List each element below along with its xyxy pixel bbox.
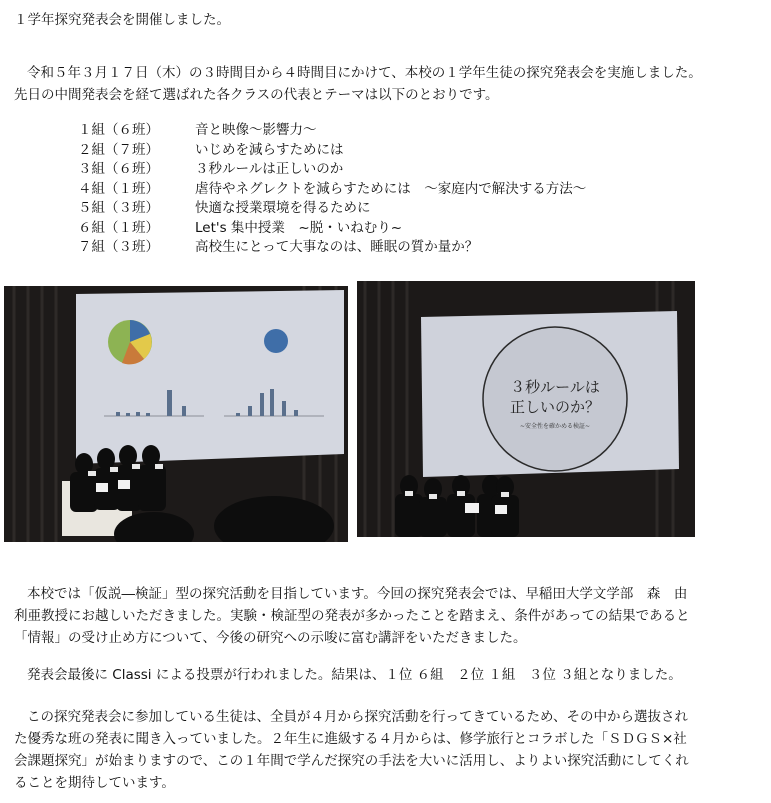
closing-line-2: た優秀な班の発表に聞き入っていました。２年生に進級する４月からは、修学旅行とコラボした「ＳＤＧＳ×社 (14, 731, 687, 747)
lecture-paragraph (14, 583, 766, 649)
pie-chart-right (264, 329, 288, 353)
class-label: １組（６班） (78, 122, 159, 138)
photo-presentation-charts (4, 286, 348, 542)
vote-paragraph (14, 664, 766, 686)
theme-text: いじめを減らすためには (195, 141, 344, 158)
class-label: ５組（３班） (78, 200, 159, 216)
intro-line-2: 先日の中間発表会を経て選ばれた各クラスの代表とテーマは以下のとおりです。 (14, 87, 499, 103)
theme-text: ３秒ルールは正しいのか (195, 161, 344, 177)
class-label: ３組（６班） (78, 161, 159, 177)
vote-line: 発表会最後に Classi による投票が行われました。結果は、１位 ６組 ２位 １組 ３位 ３組となりました。 (27, 667, 682, 683)
intro-line-1: 令和５年３月１７日（木）の３時間目から４時間目にかけて、本校の１学年生徒の探究発表会を実施しました。 (27, 65, 702, 81)
lecture-line-1: 本校では「仮説―検証」型の探究活動を目指しています。今回の探究発表会では、早稲田大学文学部 森 由 (27, 586, 688, 602)
class-label: ６組（１班） (78, 219, 159, 236)
closing-line-3: 会課題探究」が始まりますので、この１年間で学んだ探究の手法を大いに活用し、よりよい探究活動にしてくれ (14, 753, 689, 769)
lecture-line-3: 「情報」の受け止め方について、今後の研究への示唆に富む講評をいただきました。 (14, 630, 527, 646)
theme-text: 高校生にとって大事なのは、睡眠の質か量か？ (195, 239, 479, 255)
lecture-line-2: 利亜教授にお越しいただきました。実験・検証型の発表が多かったことを踏まえ、条件があっての結果であると (14, 608, 690, 624)
title-slide-photo-illustration (357, 281, 695, 537)
slide-title-line-2: 正しいのか？ (509, 398, 601, 416)
presentation-photo-illustration (4, 286, 348, 542)
closing-line-4: ることを期待しています。 (14, 775, 175, 791)
class-label: ４組（１班） (78, 180, 159, 197)
article-heading: １学年探究発表会を開催しました。 (14, 12, 230, 28)
theme-text: Let's 集中授業 ~脱・いねむり~ (195, 219, 403, 236)
slide-subtitle: ~安全性を確かめる検証~ (519, 423, 591, 430)
theme-text: 音と映像～影響力～ (195, 122, 317, 138)
class-label: ７組（３班） (78, 239, 159, 255)
theme-text: 虐待やネグレクトを減らすためには ～家庭内で解決する方法～ (195, 180, 587, 197)
photo-presentation-title-slide (357, 281, 695, 537)
closing-line-1: この探究発表会に参加している生徒は、全員が４月から探究活動を行ってきているため、その中から選抜され (27, 709, 688, 725)
closing-paragraph (14, 706, 766, 794)
slide-title-line-1: ３秒ルールは (510, 378, 600, 396)
intro-paragraph (14, 62, 766, 106)
theme-text: 快適な授業環境を得るために (195, 200, 371, 216)
projection-screen (76, 290, 344, 464)
class-label: ２組（７班） (78, 141, 159, 158)
